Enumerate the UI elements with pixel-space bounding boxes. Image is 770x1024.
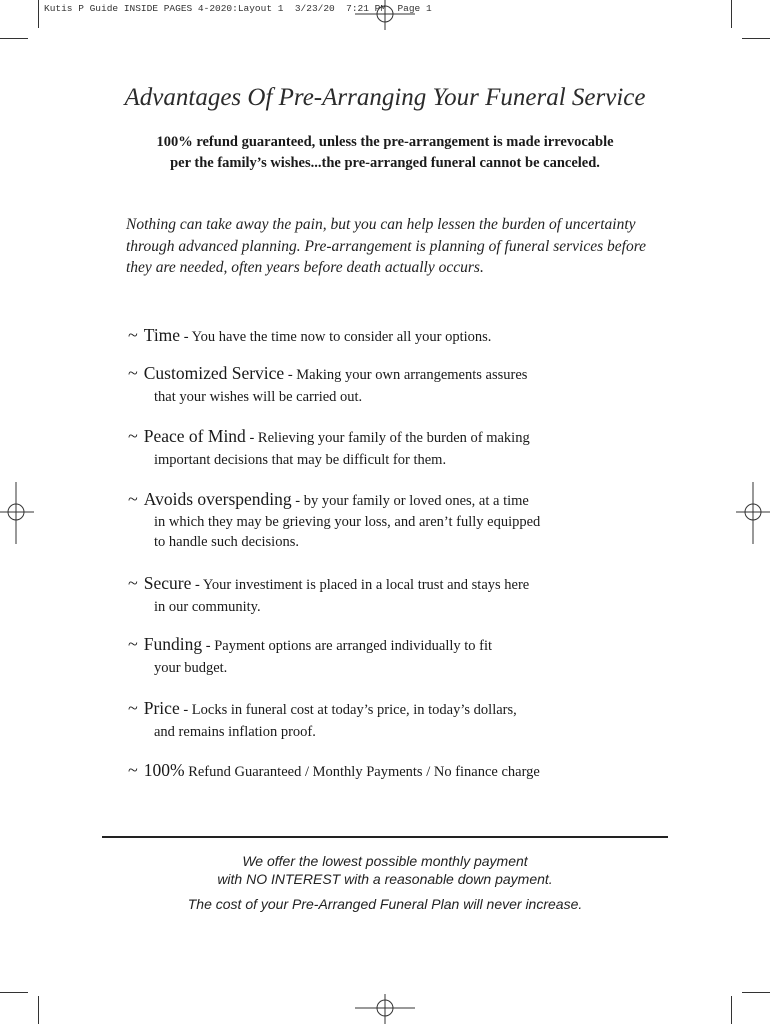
- list-item: [128, 759, 688, 783]
- item-text: - Making your own arrangements assures: [284, 367, 528, 383]
- page-title: Advantages Of Pre-Arranging Your Funeral Service: [124, 84, 646, 111]
- list-item: [128, 572, 688, 633]
- divider: [102, 836, 668, 838]
- tilde-bullet: ~: [128, 325, 138, 345]
- crop-mark: [731, 0, 732, 28]
- item-text-continued: that your wishes will be carried out.: [154, 389, 363, 405]
- tilde-bullet: ~: [128, 426, 138, 446]
- item-text-continued: in which they may be grieving your loss, and aren’t fully equipped: [154, 514, 541, 530]
- refund-guarantee-subtitle: [90, 132, 680, 174]
- tilde-bullet: ~: [128, 489, 138, 509]
- item-term: Peace of Mind: [143, 426, 246, 446]
- item-text: - Relieving your family of the burden of making: [245, 430, 530, 446]
- advantages-list: [128, 324, 688, 783]
- item-term: Customized Service: [143, 363, 285, 383]
- tilde-bullet: ~: [128, 634, 138, 654]
- tilde-bullet: ~: [128, 573, 138, 593]
- item-text-continued: important decisions that may be difficult for them.: [154, 452, 447, 468]
- item-text: - by your family or loved ones, at a time: [291, 493, 529, 509]
- crop-mark: [731, 996, 732, 1024]
- footer-line: with NO INTEREST with a reasonable down payment.: [217, 871, 553, 887]
- crop-mark: [38, 0, 39, 28]
- tilde-bullet: ~: [128, 363, 138, 383]
- print-slug: Kutis P Guide INSIDE PAGES 4-2020:Layout 1 3/23/20 7:21 PM Page 1: [44, 3, 432, 14]
- registration-mark-icon: [355, 994, 415, 1024]
- list-item: [128, 324, 688, 362]
- item-text-continued: and remains inflation proof.: [154, 724, 316, 740]
- crop-mark: [38, 996, 39, 1024]
- intro-paragraph: Nothing can take away the pain, but you can help lessen the burden of uncertainty through advanced planning. Pre-arrangement is planning of funeral services before they are needed, often years before death actually occurs.: [126, 216, 647, 276]
- tilde-bullet: ~: [128, 698, 138, 718]
- item-text-continued: your budget.: [154, 660, 228, 676]
- item-text: - Locks in funeral cost at today’s price, in today’s dollars,: [179, 702, 517, 718]
- item-text: Refund Guaranteed / Monthly Payments / No finance charge: [184, 764, 540, 780]
- item-term: Secure: [143, 573, 192, 593]
- list-item: [128, 697, 688, 759]
- crop-mark: [0, 38, 28, 39]
- subtitle-line: per the family’s wishes...the pre-arranged funeral cannot be canceled.: [170, 155, 600, 171]
- list-item: [128, 425, 688, 488]
- item-text: - Your investiment is placed in a local trust and stays here: [191, 577, 530, 593]
- crop-mark: [742, 38, 770, 39]
- crop-mark: [742, 992, 770, 993]
- item-term: Time: [143, 325, 181, 345]
- registration-mark-icon: [355, 0, 415, 30]
- list-item: [128, 488, 688, 572]
- footer-line: We offer the lowest possible monthly payment: [242, 853, 528, 869]
- crop-mark: [0, 992, 28, 993]
- list-item: [128, 362, 688, 425]
- footer-note: [0, 852, 770, 913]
- subtitle-line: 100% refund guaranteed, unless the pre-arrangement is made irrevocable: [156, 134, 614, 150]
- item-term: Price: [143, 698, 180, 718]
- item-text: - You have the time now to consider all your options.: [180, 329, 492, 345]
- item-text-continued: in our community.: [154, 599, 261, 615]
- list-item: [128, 633, 688, 697]
- item-text: - Payment options are arranged individually to fit: [202, 638, 493, 654]
- tilde-bullet: ~: [128, 760, 138, 780]
- footer-line: The cost of your Pre-Arranged Funeral Plan will never increase.: [187, 896, 583, 912]
- item-term: 100%: [143, 760, 185, 780]
- registration-mark-icon: [736, 482, 770, 544]
- item-term: Funding: [143, 634, 203, 654]
- registration-mark-icon: [0, 482, 34, 544]
- item-text-continued: to handle such decisions.: [154, 534, 299, 550]
- item-term: Avoids overspending: [143, 489, 292, 509]
